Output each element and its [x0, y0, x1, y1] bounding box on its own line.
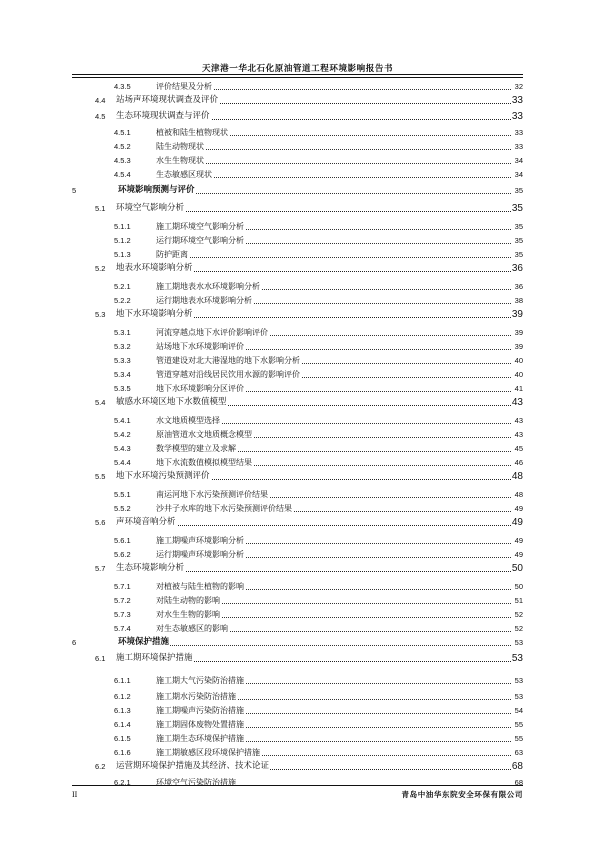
header-rule-thin [72, 77, 523, 78]
toc-entry-number: 6.2.1 [114, 778, 131, 787]
toc-entry-number: 5.5.2 [114, 504, 131, 513]
footer-company: 青岛中油华东院安全环保有限公司 [401, 790, 523, 799]
toc-entry-title: 施工期环境空气影响分析 [156, 222, 244, 231]
toc-entry[interactable] [0, 428, 595, 441]
toc-entry[interactable] [0, 80, 595, 93]
toc-entry-title: 施工期大气污染防治措施 [156, 676, 244, 685]
toc-entry-number: 5.4.4 [114, 458, 131, 467]
footer-page-number: II [72, 790, 78, 799]
toc-entry[interactable] [0, 220, 595, 233]
toc-entry-page: 36 [511, 263, 523, 274]
toc-entry-page: 32 [514, 82, 523, 91]
toc-entry-number: 5.4.3 [114, 444, 131, 453]
toc-entry-title: 水生生物现状 [156, 156, 204, 165]
toc-entry-title: 运行期地表水环境影响分析 [156, 296, 252, 305]
toc-entry[interactable] [0, 776, 595, 789]
toc-entry-page: 53 [514, 676, 523, 685]
toc-entry-page: 49 [514, 536, 523, 545]
toc-entry-page: 38 [514, 296, 523, 305]
toc-entry-number: 5.3.3 [114, 356, 131, 365]
toc-entry[interactable] [0, 294, 595, 307]
toc-entry-title: 敏感水环境区地下水数值模型 [116, 397, 227, 407]
toc-entry[interactable] [0, 622, 595, 635]
toc-entry-title: 施工期固体废物处置措施 [156, 720, 244, 729]
toc-entry-title: 陆生动物现状 [156, 142, 204, 151]
toc-entry-title: 水文地质模型选择 [156, 416, 220, 425]
toc-entry-title: 站场声环境现状调查及评价 [116, 95, 219, 105]
toc-entry-number: 5.7 [95, 564, 106, 573]
toc-entry-number: 4.4 [95, 96, 106, 105]
toc-entry-number: 4.5.3 [114, 156, 131, 165]
toc-entry-title: 运行期环境空气影响分析 [156, 236, 244, 245]
toc-entry-number: 5.1.1 [114, 222, 131, 231]
toc-entry-number: 5.3.1 [114, 328, 131, 337]
toc-entry-page: 63 [514, 748, 523, 757]
toc-entry[interactable] [0, 760, 595, 773]
toc-entry-page: 36 [514, 282, 523, 291]
toc-entry[interactable] [0, 168, 595, 181]
toc-entry-number: 5.5 [95, 472, 106, 481]
toc-entry[interactable] [0, 442, 595, 455]
toc-entry[interactable] [0, 502, 595, 515]
toc-entry-title: 河流穿越点地下水评价影响评价 [156, 328, 268, 337]
toc-entry-title: 地下水流数值模拟模型结果 [156, 458, 252, 467]
toc-entry-page: 55 [514, 734, 523, 743]
toc-entry-number: 6.1.4 [114, 720, 131, 729]
toc-entry-page: 55 [514, 720, 523, 729]
toc-entry-title: 施工期地表水水环境影响分析 [156, 282, 260, 291]
toc-entry[interactable] [0, 396, 595, 409]
toc-entry-page: 52 [514, 624, 523, 633]
toc-entry-number: 5.7.4 [114, 624, 131, 633]
toc-entry-title: 管道穿越对沿线居民饮用水源的影响评价 [156, 370, 300, 379]
toc-entry-page: 48 [511, 471, 523, 482]
toc-entry[interactable] [0, 732, 595, 745]
toc-entry-page: 68 [511, 761, 523, 772]
toc-entry-page: 53 [511, 653, 523, 664]
toc-entry-number: 6.2 [95, 762, 106, 771]
toc-entry-title: 施工期噪声污染防治措施 [156, 706, 244, 715]
toc-entry-page: 53 [514, 638, 523, 647]
toc-entry[interactable] [0, 608, 595, 621]
toc-entry-page: 35 [511, 203, 523, 214]
toc-entry-title: 南运河地下水污染预测评价结果 [156, 490, 268, 499]
toc-entry-page: 34 [514, 170, 523, 179]
toc-entry-number: 5.4.2 [114, 430, 131, 439]
toc-entry-title: 运营期环境保护措施及其经济、技术论证 [116, 761, 270, 771]
toc-entry-page: 50 [514, 582, 523, 591]
toc-entry-page: 52 [514, 610, 523, 619]
toc-entry-number: 4.5.2 [114, 142, 131, 151]
toc-entry-number: 4.3.5 [114, 82, 131, 91]
toc-entry-title: 施工期敏感区段环境保护措施 [156, 748, 260, 757]
toc-entry[interactable] [0, 110, 595, 123]
toc-entry-number: 5.2.2 [114, 296, 131, 305]
toc-entry-number: 4.5 [95, 112, 106, 121]
toc-entry-page: 39 [514, 342, 523, 351]
toc-entry-number: 5.1.3 [114, 250, 131, 259]
toc-dot-leader [156, 163, 511, 164]
toc-entry-title: 对植被与陆生植物的影响 [156, 582, 244, 591]
toc-entry-number: 5.3.2 [114, 342, 131, 351]
toc-entry-page: 33 [514, 128, 523, 137]
toc-entry[interactable] [0, 704, 595, 717]
toc-entry-title: 地下水环境污染预测评价 [116, 471, 210, 481]
toc-entry-number: 5.7.1 [114, 582, 131, 591]
toc-entry-number: 5.3.5 [114, 384, 131, 393]
toc-entry-number: 5.3.4 [114, 370, 131, 379]
toc-entry-number: 6.1.2 [114, 692, 131, 701]
toc-entry-number: 5.7.3 [114, 610, 131, 619]
toc-entry-title: 地下水环境影响分析 [116, 309, 193, 319]
toc-entry-title: 原油管道水文地质概念模型 [156, 430, 252, 439]
header-rule-thick [72, 74, 523, 75]
toc-entry-page: 35 [514, 222, 523, 231]
toc-entry-title: 运行期噪声环境影响分析 [156, 550, 244, 559]
toc-entry[interactable] [0, 746, 595, 759]
toc-entry[interactable] [0, 652, 595, 665]
toc-entry-number: 6 [72, 638, 77, 647]
toc-entry[interactable] [0, 234, 595, 247]
toc-entry[interactable] [0, 140, 595, 153]
toc-entry[interactable] [0, 580, 595, 593]
toc-entry[interactable] [0, 414, 595, 427]
toc-entry[interactable] [0, 516, 595, 529]
toc-entry-title: 管道建设对北大港湿地的地下水影响分析 [156, 356, 300, 365]
toc-entry[interactable] [0, 456, 595, 469]
running-header-title: 天津港一华北石化原油管道工程环境影响报告书 [201, 64, 394, 74]
toc-entry-number: 5.7.2 [114, 596, 131, 605]
toc-entry-page: 43 [514, 430, 523, 439]
toc-entry[interactable] [0, 382, 595, 395]
toc-entry[interactable] [0, 718, 595, 731]
toc-entry-page: 51 [514, 596, 523, 605]
toc-entry-page: 49 [511, 517, 523, 528]
toc-entry-title: 生态敏感区现状 [156, 170, 212, 179]
toc-entry-number: 5.1 [95, 204, 106, 213]
toc-entry[interactable] [0, 126, 595, 139]
toc-entry-title: 环境保护措施 [118, 637, 170, 647]
toc-entry-number: 6.1.5 [114, 734, 131, 743]
toc-entry-page: 34 [514, 156, 523, 165]
toc-entry-title: 对生态敏感区的影响 [156, 624, 228, 633]
toc-entry-page: 54 [514, 706, 523, 715]
toc-entry-title: 生态环境影响分析 [116, 563, 185, 573]
footer-rule [72, 785, 523, 786]
toc-entry-number: 5.6 [95, 518, 106, 527]
toc-entry-page: 48 [514, 490, 523, 499]
toc-entry[interactable] [0, 368, 595, 381]
toc-entry-title: 数学模型的建立及求解 [156, 444, 236, 453]
toc-entry-page: 49 [514, 550, 523, 559]
toc-entry-title: 声环境音响分析 [116, 517, 176, 527]
toc-entry-title: 施工期生态环境保护措施 [156, 734, 244, 743]
toc-entry-page: 43 [511, 397, 523, 408]
toc-entry[interactable] [0, 280, 595, 293]
toc-entry-title: 环境空气影响分析 [116, 203, 185, 213]
toc-entry-number: 5.3 [95, 310, 106, 319]
toc-entry[interactable] [0, 326, 595, 339]
toc-entry[interactable] [0, 154, 595, 167]
toc-entry[interactable] [0, 184, 595, 197]
toc-entry[interactable] [0, 488, 595, 501]
toc-entry[interactable] [0, 94, 595, 107]
toc-entry-title: 防护距离 [156, 250, 188, 259]
toc-entry-title: 地下水环境影响分区评价 [156, 384, 244, 393]
toc-entry-page: 43 [514, 416, 523, 425]
toc-entry-title: 生态环境现状调查与评价 [116, 111, 210, 121]
toc-entry[interactable] [0, 354, 595, 367]
toc-entry-title: 评价结果及分析 [156, 82, 212, 91]
toc-dot-leader [118, 645, 511, 646]
toc-entry-page: 41 [514, 384, 523, 393]
toc-entry-number: 5.2 [95, 264, 106, 273]
toc-entry[interactable] [0, 548, 595, 561]
toc-entry-number: 5.1.2 [114, 236, 131, 245]
toc-entry[interactable] [0, 690, 595, 703]
toc-entry-page: 33 [511, 111, 523, 122]
toc-entry[interactable] [0, 594, 595, 607]
toc-entry-title: 植被和陆生植物现状 [156, 128, 228, 137]
toc-entry[interactable] [0, 248, 595, 261]
toc-entry-page: 40 [514, 356, 523, 365]
toc-entry-title: 环境空气污染防治措施 [156, 778, 236, 787]
toc-entry-page: 50 [511, 563, 523, 574]
toc-entry-title: 对水生生物的影响 [156, 610, 220, 619]
toc-entry-page: 49 [514, 504, 523, 513]
toc-entry-title: 施工期噪声环境影响分析 [156, 536, 244, 545]
toc-entry-page: 68 [514, 778, 523, 787]
toc-entry-number: 5.6.1 [114, 536, 131, 545]
toc-entry-number: 5.5.1 [114, 490, 131, 499]
toc-entry-page: 35 [514, 186, 523, 195]
toc-entry-page: 39 [514, 328, 523, 337]
toc-entry[interactable] [0, 308, 595, 321]
toc-entry-title: 对陆生动物的影响 [156, 596, 220, 605]
toc-entry-title: 沙井子水库的地下水污染预测评价结果 [156, 504, 292, 513]
toc-entry-page: 40 [514, 370, 523, 379]
toc-entry-title: 站场地下水环境影响评价 [156, 342, 244, 351]
toc-entry-number: 4.5.4 [114, 170, 131, 179]
toc-entry[interactable] [0, 202, 595, 215]
toc-entry-page: 33 [511, 95, 523, 106]
toc-entry-number: 5.4.1 [114, 416, 131, 425]
toc-entry-number: 6.1.6 [114, 748, 131, 757]
toc-entry-title: 环境影响预测与评价 [118, 185, 195, 195]
toc-entry-page: 33 [514, 142, 523, 151]
toc-entry-number: 5.6.2 [114, 550, 131, 559]
toc-entry[interactable] [0, 636, 595, 649]
toc-entry-number: 5 [72, 186, 77, 195]
toc-entry-number: 4.5.1 [114, 128, 131, 137]
toc-entry-title: 施工期环境保护措施 [116, 653, 193, 663]
toc-entry-title: 施工期水污染防治措施 [156, 692, 236, 701]
toc-entry[interactable] [0, 674, 595, 687]
toc-entry-page: 39 [511, 309, 523, 320]
toc-entry[interactable] [0, 262, 595, 275]
toc-entry-title: 地表水环境影响分析 [116, 263, 193, 273]
toc-entry[interactable] [0, 340, 595, 353]
toc-entry[interactable] [0, 534, 595, 547]
toc-entry-page: 46 [514, 458, 523, 467]
toc-entry-number: 5.2.1 [114, 282, 131, 291]
toc-entry-page: 35 [514, 236, 523, 245]
toc-entry-number: 6.1.3 [114, 706, 131, 715]
toc-entry-number: 5.4 [95, 398, 106, 407]
toc-entry-page: 45 [514, 444, 523, 453]
toc-entry[interactable] [0, 470, 595, 483]
toc-dot-leader [156, 257, 511, 258]
toc-dot-leader [156, 149, 511, 150]
toc-entry[interactable] [0, 562, 595, 575]
toc-entry-page: 35 [514, 250, 523, 259]
toc-entry-number: 6.1.1 [114, 676, 131, 685]
toc-entry-page: 53 [514, 692, 523, 701]
toc-entry-number: 6.1 [95, 654, 106, 663]
